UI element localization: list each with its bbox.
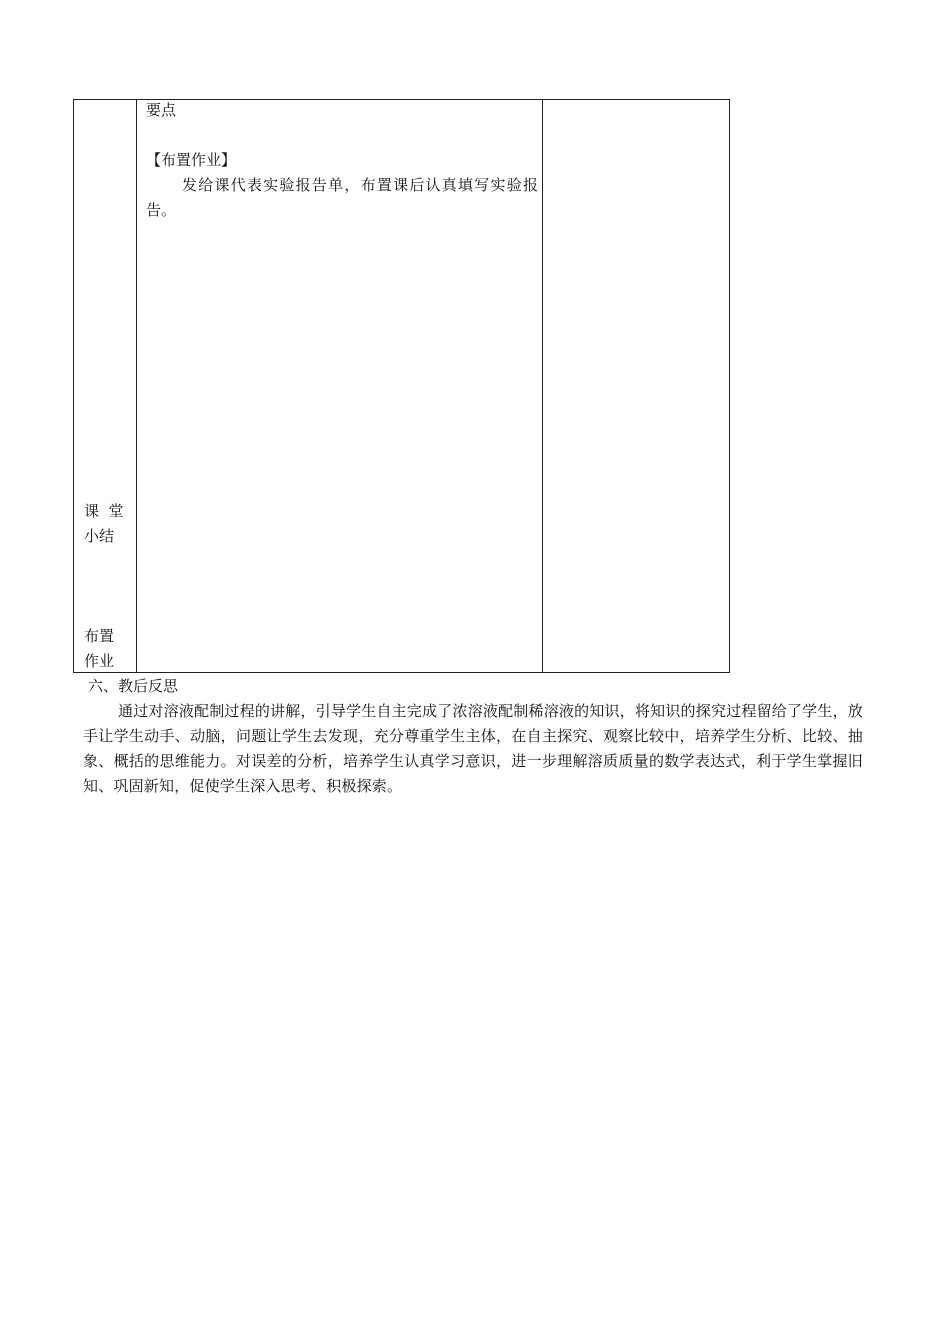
assign-homework-label [84,624,114,674]
key-points-text: 要点 [146,101,177,119]
teaching-reflection-section [83,674,863,799]
homework-heading: 【布置作业】 [146,151,237,169]
class-summary-label-line1: 课 堂 [84,502,124,520]
table-main-content-cell [146,100,538,223]
table-column-divider [542,100,543,672]
class-summary-label-line2: 小结 [84,527,115,545]
assign-homework-label-line2: 作业 [84,652,115,670]
class-summary-label [84,499,124,549]
reflection-heading: 六、教后反思 [88,677,179,695]
table-column-divider [136,100,137,672]
lesson-plan-table [73,99,730,673]
homework-text: 发给课代表实验报告单，布置课后认真填写实验报告。 [146,176,538,219]
assign-homework-label-line1: 布置 [84,627,115,645]
reflection-body: 通过对溶液配制过程的讲解，引导学生自主完成了浓溶液配制稀溶液的知识，将知识的探究过程留给了学生，放手让学生动手、动脑，问题让学生去发现，充分尊重学生主体，在自主探究、观察比较中，培养学生分析、比较、抽象、概括的思维能力。对误差的分析，培养学生认真学习意识，进一步理解溶质质量的数学表达式，利于学生掌握旧知、巩固新知，促使学生深入思考、积极探索。 [83,702,863,795]
